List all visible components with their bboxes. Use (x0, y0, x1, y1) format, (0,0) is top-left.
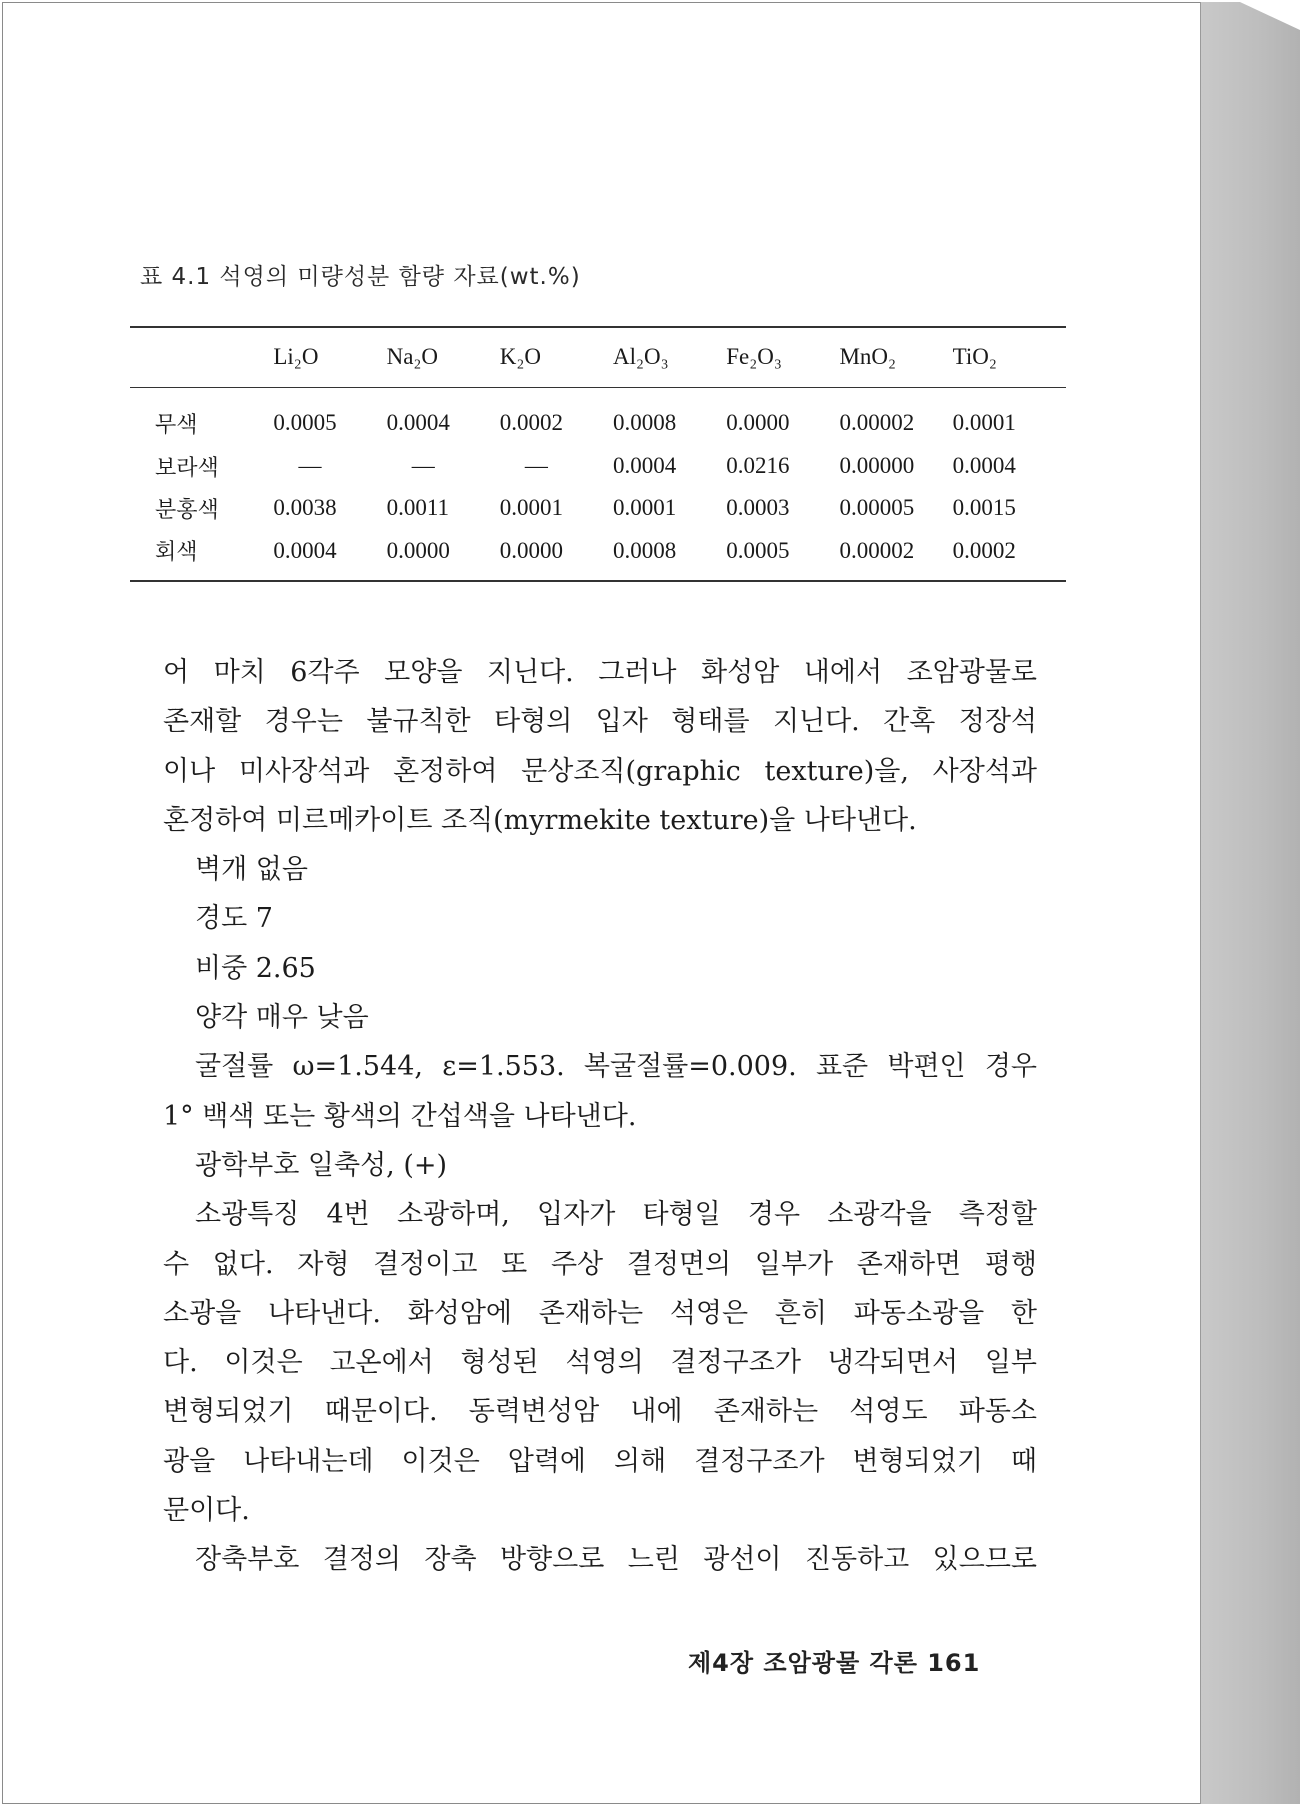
body-line: 비중 2.65 (195, 952, 316, 984)
row-label: 분홍색 (155, 497, 219, 523)
body-line: 광학부호 일축성, (+) (195, 1149, 448, 1181)
table-cell: 0.0001 (499, 495, 564, 520)
table-header-corner (130, 327, 273, 387)
column-header: MnO₂ (839, 327, 952, 387)
table-row (130, 445, 1066, 487)
row-label: 무색 (155, 412, 198, 438)
table-cell: 0.0011 (386, 495, 449, 520)
table-cell: 0.00000 (839, 453, 915, 478)
body-line: 이나 미사장석과 혼정하여 문상조직(graphic texture)을, 사장석과 (163, 755, 1037, 787)
body-line: 장축부호 결정의 장축 방향으로 느린 광선이 진동하고 있으므로 (195, 1544, 1037, 1576)
trace-element-table (130, 326, 1066, 582)
table-cell: 0.0038 (273, 495, 337, 520)
table-cell: 0.0005 (273, 410, 337, 436)
column-header: Al₂O₃ (613, 327, 726, 387)
table-cell: 0.0002 (499, 410, 564, 436)
table-cell: 0.0004 (613, 453, 677, 478)
body-line: 굴절률 ω=1.544, ε=1.553. 복굴절률=0.009. 표준 박편인 경우 (195, 1051, 1037, 1083)
body-line: 광을 나타내는데 이것은 압력에 의해 결정구조가 변형되었기 때 (163, 1445, 1037, 1477)
table-cell: 0.00005 (839, 495, 915, 520)
body-line: 문이다. (163, 1495, 250, 1527)
table-cell: 0.0008 (613, 410, 677, 436)
table-cell: 0.0004 (952, 453, 1016, 478)
table-cell: — (298, 453, 322, 478)
table-cell: 0.0001 (952, 410, 1016, 436)
body-line: 경도 7 (195, 903, 273, 935)
column-header: Li₂O (273, 327, 386, 387)
table-cell: 0.0003 (726, 495, 790, 520)
body-line: 소광특징 4번 소광하며, 입자가 타형일 경우 소광각을 측정할 (195, 1199, 1037, 1231)
body-line: 다. 이것은 고온에서 형성된 석영의 결정구조가 냉각되면서 일부 (163, 1347, 1037, 1379)
body-line: 수 없다. 자형 결정이고 또 주상 결정면의 일부가 존재하면 평행 (163, 1248, 1037, 1280)
body-text (163, 648, 1037, 1585)
page-footer: 제4장 조암광물 각론 161 (688, 1649, 981, 1677)
row-label: 회색 (130, 529, 273, 581)
table-cell: 0.0000 (726, 410, 790, 436)
table-row (130, 529, 1066, 581)
body-line: 변형되었기 때문이다. 동력변성암 내에 존재하는 석영도 파동소 (163, 1396, 1037, 1428)
book-side-edge (1200, 2, 1300, 1804)
row-label: 보라색 (155, 455, 219, 481)
body-line: 소광을 나타낸다. 화성암에 존재하는 석영은 흔히 파동소광을 한 (163, 1297, 1037, 1329)
table-caption: 표 4.1 석영의 미량성분 함량 자료(wt.%) (140, 264, 581, 290)
table-cell: — (411, 453, 435, 478)
table-cell: 0.0216 (726, 453, 790, 478)
table-cell: 0.0000 (387, 529, 500, 581)
body-line: 혼정하여 미르메카이트 조직(myrmekite texture)을 나타낸다. (163, 804, 917, 836)
column-header: Fe₂O₃ (726, 327, 839, 387)
table-cell: 0.0005 (726, 529, 839, 581)
table-cell: 0.00002 (839, 529, 952, 581)
table-cell: — (524, 453, 548, 478)
table-cell: 0.00002 (839, 410, 915, 436)
table-row (130, 387, 1066, 445)
body-line: 벽개 없음 (195, 854, 308, 886)
table-cell: 0.0015 (952, 495, 1016, 520)
column-header: K₂O (500, 327, 613, 387)
table-cell: 0.0001 (613, 495, 677, 520)
body-line: 어 마치 6각주 모양을 지닌다. 그러나 화성암 내에서 조암광물로 (163, 657, 1037, 688)
table-cell: 0.0004 (273, 529, 386, 581)
table-header-row (130, 327, 1066, 387)
body-line: 존재할 경우는 불규칙한 타형의 입자 형태를 지닌다. 간혹 정장석 (163, 706, 1037, 738)
column-header: Na₂O (387, 327, 500, 387)
table-cell: 0.0000 (500, 529, 613, 581)
body-line: 1° 백색 또는 황색의 간섭색을 나타낸다. (163, 1100, 637, 1132)
column-header: TiO₂ (953, 327, 1066, 387)
table-cell: 0.0002 (953, 529, 1066, 581)
body-line: 양각 매우 낮음 (195, 1002, 369, 1034)
table-cell: 0.0008 (613, 529, 726, 581)
table-cell: 0.0004 (386, 410, 450, 436)
table-row (130, 487, 1066, 529)
